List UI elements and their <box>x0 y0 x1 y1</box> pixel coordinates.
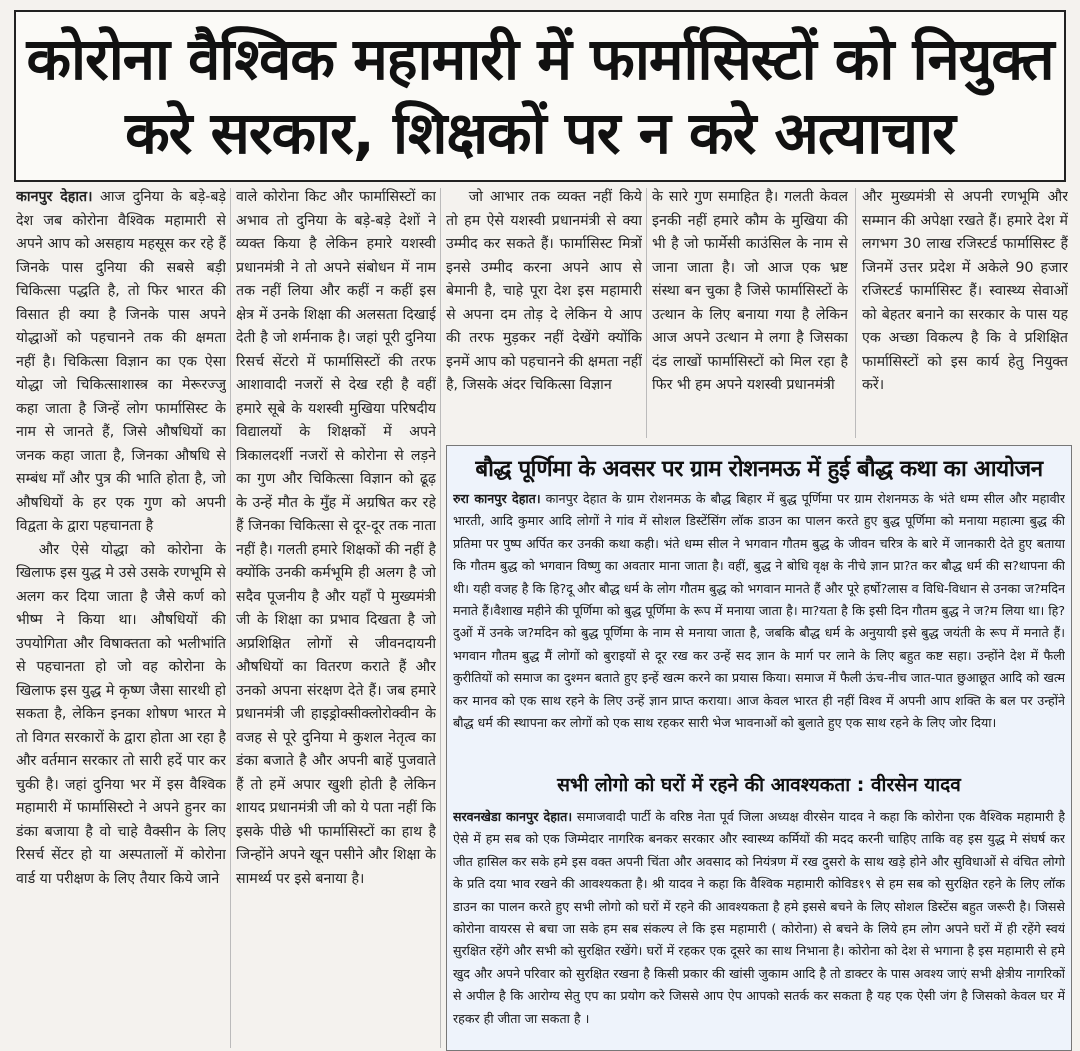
article-column-2 <box>236 186 436 1051</box>
box-title: बौद्ध पूर्णिमा के अवसर पर ग्राम रोशनमऊ में हुई बौद्ध कथा का आयोजन <box>475 456 1043 482</box>
box-subtitle: सभी लोगो को घरों में रहने की आवश्यकता : वीरसेन यादव <box>557 774 961 796</box>
column-4-text: के सारे गुण समाहित है। गलती केवल इनकी नहीं हमारे कौम के मुखिया की भी है जो फार्मेसी काउंसिल के नाम से जाना जाता है। जो आज एक भ्रष्ट संस्था बन चुका है जिसे फार्मासिस्टों के उत्थान के लिए बनाया गया है लेकिन आज अपने उत्थान मे लगा है जिसका दंड लाखों फार्मासिस्टों को मिल रहा है फिर भी हम अपने यशस्वी प्रधानमंत्री <box>652 189 848 393</box>
column-5-text: और मुख्यमंत्री से अपनी रणभूमि और सम्मान की अपेक्षा रखते हैं। हमारे देश में लगभग 30 लाख रजिस्टर्ड फार्मासिस्ट हैं जिनमें उत्तर प्रदेश में अकेले 90 हजार रजिस्टर्ड फार्मासिस्ट हैं। स्वास्थ्य सेवाओं को बेहतर बनाने का सरकार के पास यह एक अच्छा विकल्प है कि वे प्रशिक्षित फार्मासिस्टों को इस कार्य हेतु नियुक्त करें। <box>862 189 1068 393</box>
article-column-3 <box>446 186 642 442</box>
story-1 <box>453 488 1065 766</box>
article-dateline: कानपुर देहात। <box>16 189 93 205</box>
headline-box <box>14 10 1066 182</box>
column-1-paragraph-1: आज दुनिया के बड़े-बड़े देश जब कोरोना वैश्विक महामारी से अपने आप को असहाय महसूस कर रहे हैं जिनके पास दुनिया की सबसे बड़ी चिकित्सा पद्धति है, तो फिर भारत की विसात ही क्या है जिनके पास अपने योद्धाओं को पहचानने तक की क्षमता नहीं है। चिकित्सा विज्ञान का एक ऐसा योद्धा जो चिकित्साशास्त्र का मेरूरज्जु कहा जाता है जिन्हें लोग फार्मासिस्ट के नाम से जानते हैं, जिसे औषधियों का जनक कहा जाता है, जिनका औषधि से सम्बंध माँ और पुत्र की भाति होता है, जो औषधियों के हर एक गुण को अपनी विद्वता के द्वारा पहचानता है <box>16 189 226 534</box>
headline-line-2: करे सरकार, शिक्षकों पर न करे अत्याचार <box>125 99 955 167</box>
story-2 <box>453 806 1065 1050</box>
story-1-dateline: रुरा कानपुर देहात। <box>453 491 541 506</box>
column-divider <box>440 188 441 1048</box>
story-2-body: समाजवादी पार्टी के वरिष्ठ नेता पूर्व जिला अध्यक्ष वीरसेन यादव ने कहा कि कोरोना एक वैश्विक महामारी है ऐसे में हम सब को एक जिम्मेदार नागरिक बनकर सरकार और स्वास्थ्य कर्मियों की मदद करनी चाहिए ताकि वह इस युद्ध मे संघर्ष कर जीत हासिल कर सके हमे इस वक्त अपनी चिंता और अवसाद को नियंत्रण में रख दुसरो के साथ खड़े होने और सुविधाओं से वंचित लोगो के प्रति दया भाव रखने की आवश्यकता है। श्री यादव ने कहा कि वैश्विक महामारी कोविड१९ से हम सब को सुरक्षित रहने के लिए लॉक डाउन का पालन करते हुए सभी लोगो को घरों में रहने की आवश्यकता है हमे इससे बचने के लिए सोशल डिस्टेंस बहुत जरूरी है। जिससे कोरोना वायरस से बचा जा सके हम सब संकल्प ले कि इस महामारी ( कोरोना) से बचने के लिये हम लोग अपने घरों में ही रहेंगे स्वयं सुरक्षित रहेंगे और सभी को सुरक्षित रखेंगे। घरों में रहकर एक दूसरे का साथ निभाना है। कोरोना को देश से भगाना है इस महामारी से हमे खुद और अपने परिवार को सुरक्षित रखना है किसी प्रकार की खांसी जुकाम आदि है तो डाक्टर के पास अवश्य जाएं सभी क्षेत्रीय नागरिकों से अपील है कि आरोग्य सेतु एप का प्रयोग करे जिससे आप ऐप आपको सतर्क कर सकता है यह एक ऐसी जंग है जिसको केवल घर में रहकर ही जीता जा सकता है । <box>453 809 1065 1026</box>
headline-line-1: कोरोना वैश्विक महामारी में फार्मासिस्टों को नियुक्त <box>26 25 1054 93</box>
column-2-text: वाले कोरोना किट और फार्मासिस्टों का अभाव तो दुनिया के बड़े-बड़े देशों ने व्यक्त किया है लेकिन हमारे यशस्वी प्रधानमंत्री ने तो अपने संबोधन में नाम तक नहीं लिया और कहीं न कहीं इस क्षेत्र में उनके शिक्षा की अलसता दिखाई देती है जो शर्मनाक है। जहां पूरी दुनिया रिसर्च सेंटरो में फार्मासिस्टों की तरफ आशावादी नजरों से देख रही है वहीं हमारे सूबे के यशस्वी मुखिया परिषदीय विद्यालयों के शिक्षकों में अपने त्रिकालदर्शी नजरों से कोरोना से लड़ने का गुण और चिकित्सा विज्ञान को ढूढ़ के उन्हें मौत के मुँह में अग्रषित कर रहे हैं जिनका चिकित्सा से दूर-दूर तक नाता नहीं है। गलती हमारे शिक्षकों की नहीं है क्योंकि उनकी कर्मभूमि ही अलग है जो सदैव पूजनीय है और यहाँ पे मुख्यमंत्री जी के शिक्षा का प्रभाव दिखता है जो अप्रशिक्षित लोगों से जीवनदायनी औषधियों का वितरण कराते हैं और उनको अपना संरक्षण देते हैं। जब हमारे प्रधानमंत्री जी हाइड्रोक्सीक्लोरोक्वीन के वजह से पूरे दुनिया मे कुशल नेतृत्व का डंका बजाते है और अपनी बाहें पुजवाते हैं तो हमें अपार खुशी होती है लेकिन शायद प्रधानमंत्री जी को ये पता नहीं कि इसके पीछे भी फार्मासिस्टों का हाथ है जिन्होंने अपने खून पसीने और शिक्षा के सामर्थ्य पर इसे बनाया है। <box>236 189 436 887</box>
article-column-5 <box>862 186 1068 442</box>
column-divider <box>230 188 231 1048</box>
column-1-paragraph-2: और ऐसे योद्धा को कोरोना के खिलाफ इस युद्ध मे उसे उसके रणभूमि से अलग कर दिया जाता है जैसे कर्ण को भीष्म ने किया था। औषधियों की उपयोगिता और विषाक्तता को भलीभांति से पहचानता हो जो वह कोरोना के खिलाफ इस युद्ध मे कृष्ण जैसा सारथी हो सकता है, लेकिन इनका शोषण भारत मे तो विगत सरकारों के द्वारा होता आ रहा है और वर्तमान सरकार तो सारी हदें पार कर चुकी है। जहां दुनिया भर में इस वैश्विक महामारी में फार्मासिस्टो ने अपने हुनर का डंका बजाया है वो चाहे वैक्सीन के लिए रिसर्च सेंटर हो या अस्पतालों में कोरोना वार्ड या परीक्षण के लिए तैयार किये जाने <box>16 541 226 887</box>
article-column-1 <box>16 186 226 1051</box>
column-divider <box>855 188 856 438</box>
story-2-dateline: सरवनखेडा कानपुर देहात। <box>453 809 573 824</box>
article-column-4 <box>652 186 848 442</box>
column-divider <box>646 188 647 438</box>
column-3-text: जो आभार तक व्यक्त नहीं किये तो हम ऐसे यशस्वी प्रधानमंत्री से क्या उम्मीद कर सकते हैं। फार्मासिस्ट मित्रों इनसे उम्मीद करना अपने आप से बेमानी है, चाहे पूरा देश इस महामारी से अपना दम तोड़ दे लेकिन ये आप की तरफ मुड़कर नहीं देखेंगे क्योंकि इनमें आप को पहचानने की क्षमता नहीं है, जिसके अंदर चिकित्सा विज्ञान <box>446 189 642 393</box>
story-1-body: कानपुर देहात के ग्राम रोशनमऊ के बौद्ध बिहार में बुद्ध पूर्णिमा पर ग्राम रोशनमऊ के भंते धम्म सील और महावीर भारती, आदि कुमार आदि लोगों ने गांव में सोशल डिस्टेंसिंग लॉक डाउन का पालन करते हुए बुद्ध पूर्णिमा को मनाया महात्मा बुद्ध की प्रतिमा पर पुष्प अर्पित कर उनकी कथा कही। भंते धम्म सील ने भगवान गौतम बुद्ध के जीवन चरित्र के बारे में जानकारी देते हुए बताया कि गौतम बुद्ध को भगवान विष्णु का अवतार माना जाता है। वहीं, बुद्ध ने बोधि वृक्ष के नीचे ज्ञान प्रा?त कर बौद्ध धर्म की स?थापना की थी। यही वजह है कि हि?दू और बौद्ध धर्म के लोग गौतम बुद्ध को भगवान मानते हैं और पूरे हर्षो?लास व विधि-विधान से उनका ज?मदिन मनाते हैं।वैशाख महीने की पूर्णिमा को बुद्ध पूर्णिमा के रूप में मनाया जाता है। मा?यता है कि इसी दिन गौतम बुद्ध ने ज?म लिया था। हि?दुओं में उनके ज?मदिन को बुद्ध पूर्णिमा के नाम से मनाया जाता है, जबकि बौद्ध धर्म के अनुयायी इसे बुद्ध जयंती के रूप में मनाते हैं। भगवान गौतम बुद्ध मैं लोगों को बुराइयों से दूर रख कर उन्हें सद ज्ञान के मार्ग पर लाने के लिए बहुत कष्ट सहा। उन्होंने देश में फैली कुरीतियों को समाज का दुश्मन बताते हुए इन्हें खत्म करने का प्रयास किया। समाज में फैली ऊंच-नीच जात-पात छुआछूत आदि को खत्म कर मानव को एक साथ रहने के लिए उन्हें ज्ञान प्राप्त कराया। आज केवल भारत ही नहीं विश्व में अपनी आप शक्ति के बल पर उन्होंने बौद्ध धर्म की स्थापना कर लोगों को एक साथ रहकर सारी भेज भावनाओं को बुलाते हुए एक साथ रहने के लिए जोर दिया। <box>453 491 1065 731</box>
news-box <box>446 445 1072 1051</box>
